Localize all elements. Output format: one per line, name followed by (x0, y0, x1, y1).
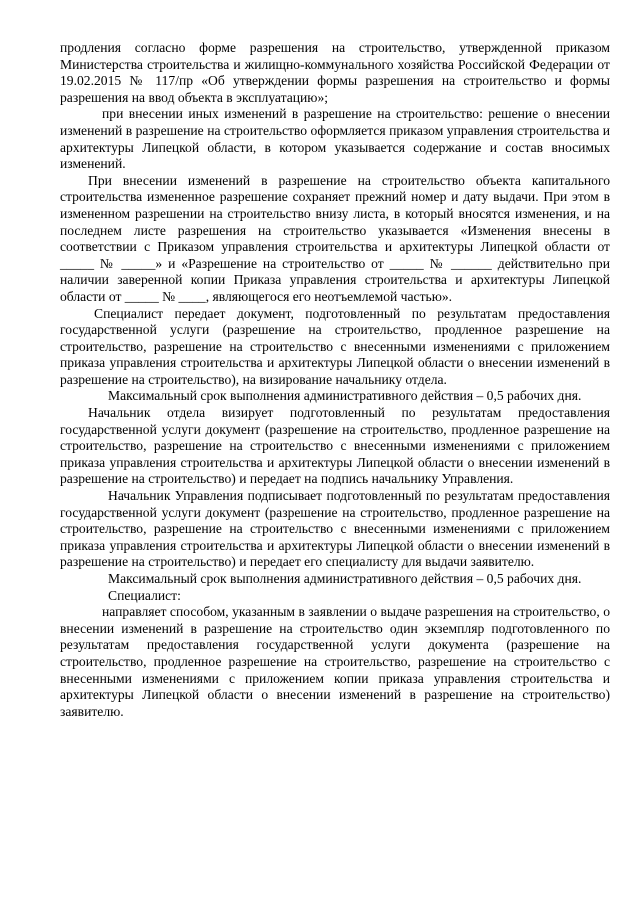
paragraph-continuation: продления согласно форме разрешения на строительство, утвержденной приказом Министерства строительства и жилищно-коммунального хозяйства Российской Федерации от 19.02.2015 № 117/пр «Об утверждении формы разрешения на строительство и формы разрешения на ввод объекта в эксплуатацию»; (60, 40, 610, 105)
paragraph-other-changes: при внесении иных изменений в разрешение на строительство: решение о внесении изменений в разрешение на строительство оформляется приказом управления строительства и архитектуры Липецкой области, в котором указывается содержание и состав вносимых изменений. (60, 106, 610, 172)
paragraph-specialist-label: Специалист: (108, 587, 181, 603)
paragraph-changed-permit: При внесении изменений в разрешение на строительство объекта капитального строительства измененное разрешение сохраняет прежний номер и дату выдачи. При этом в измененном разрешении на строительство внизу листа, в который вносятся изменения, и на последнем листе разрешения на строительство указывается «Изменения внесены в соответствии с Приказом управления строительства и архитектуры Липецкой области от _____ № _____» и «Разрешение на строительство от _____ № ______ действительно при наличии заверенной копии Приказа управления строительства и архитектуры Липецкой области от _____ № ____, являющегося его неотъемлемой частью». (60, 172, 610, 304)
paragraph-max-term-1: Максимальный срок выполнения административного действия – 0,5 рабочих дня. (108, 388, 582, 404)
paragraph-max-term-2: Максимальный срок выполнения административного действия – 0,5 рабочих дня. (108, 571, 582, 586)
document-page (60, 40, 610, 720)
paragraph-specialist-transfers: Специалист передает документ, подготовленный по результатам предоставления государственной услуги (разрешение на строительство, продленное разрешение на строительство, разрешение на строительство с внесенными изменениями с приложением приказа управления строительства и архитектуры Липецкой области о внесении изменений в разрешение на строительство), на визирование начальнику отдела. (60, 305, 610, 387)
paragraph-department-head-approves: Начальник отдела визирует подготовленный по результатам предоставления государственной услуги документ (разрешение на строительство, продленное разрешение на строительство, разрешение на строительство с внесенными изменениями с приложением приказа управления строительства и архитектуры Липецкой области о внесении изменений в разрешение на строительство) и передает на подпись начальнику Управления. (60, 405, 610, 487)
paragraph-sends-document: направляет способом, указанным в заявлении о выдаче разрешения на строительство, о внесении изменений в разрешение на строительство один экземпляр подготовленного по результатам предоставления государственной услуги документа (разрешение на строительство, продленное разрешение на строительство, разрешение на строительство с внесенными изменениями с приложением копии приказа управления строительства и архитектуры Липецкой области о внесении изменений в разрешение на строительство) заявителю. (60, 604, 610, 719)
paragraph-management-head-signs: Начальник Управления подписывает подготовленный по результатам предоставления государственной услуги документ (разрешение на строительство, продленное разрешение на строительство, разрешение на строительство с внесенными изменениями с приложением приказа управления строительства и архитектуры Липецкой области о внесении изменений в разрешение на строительство) и передает его специалисту для выдачи заявителю. (60, 488, 610, 570)
